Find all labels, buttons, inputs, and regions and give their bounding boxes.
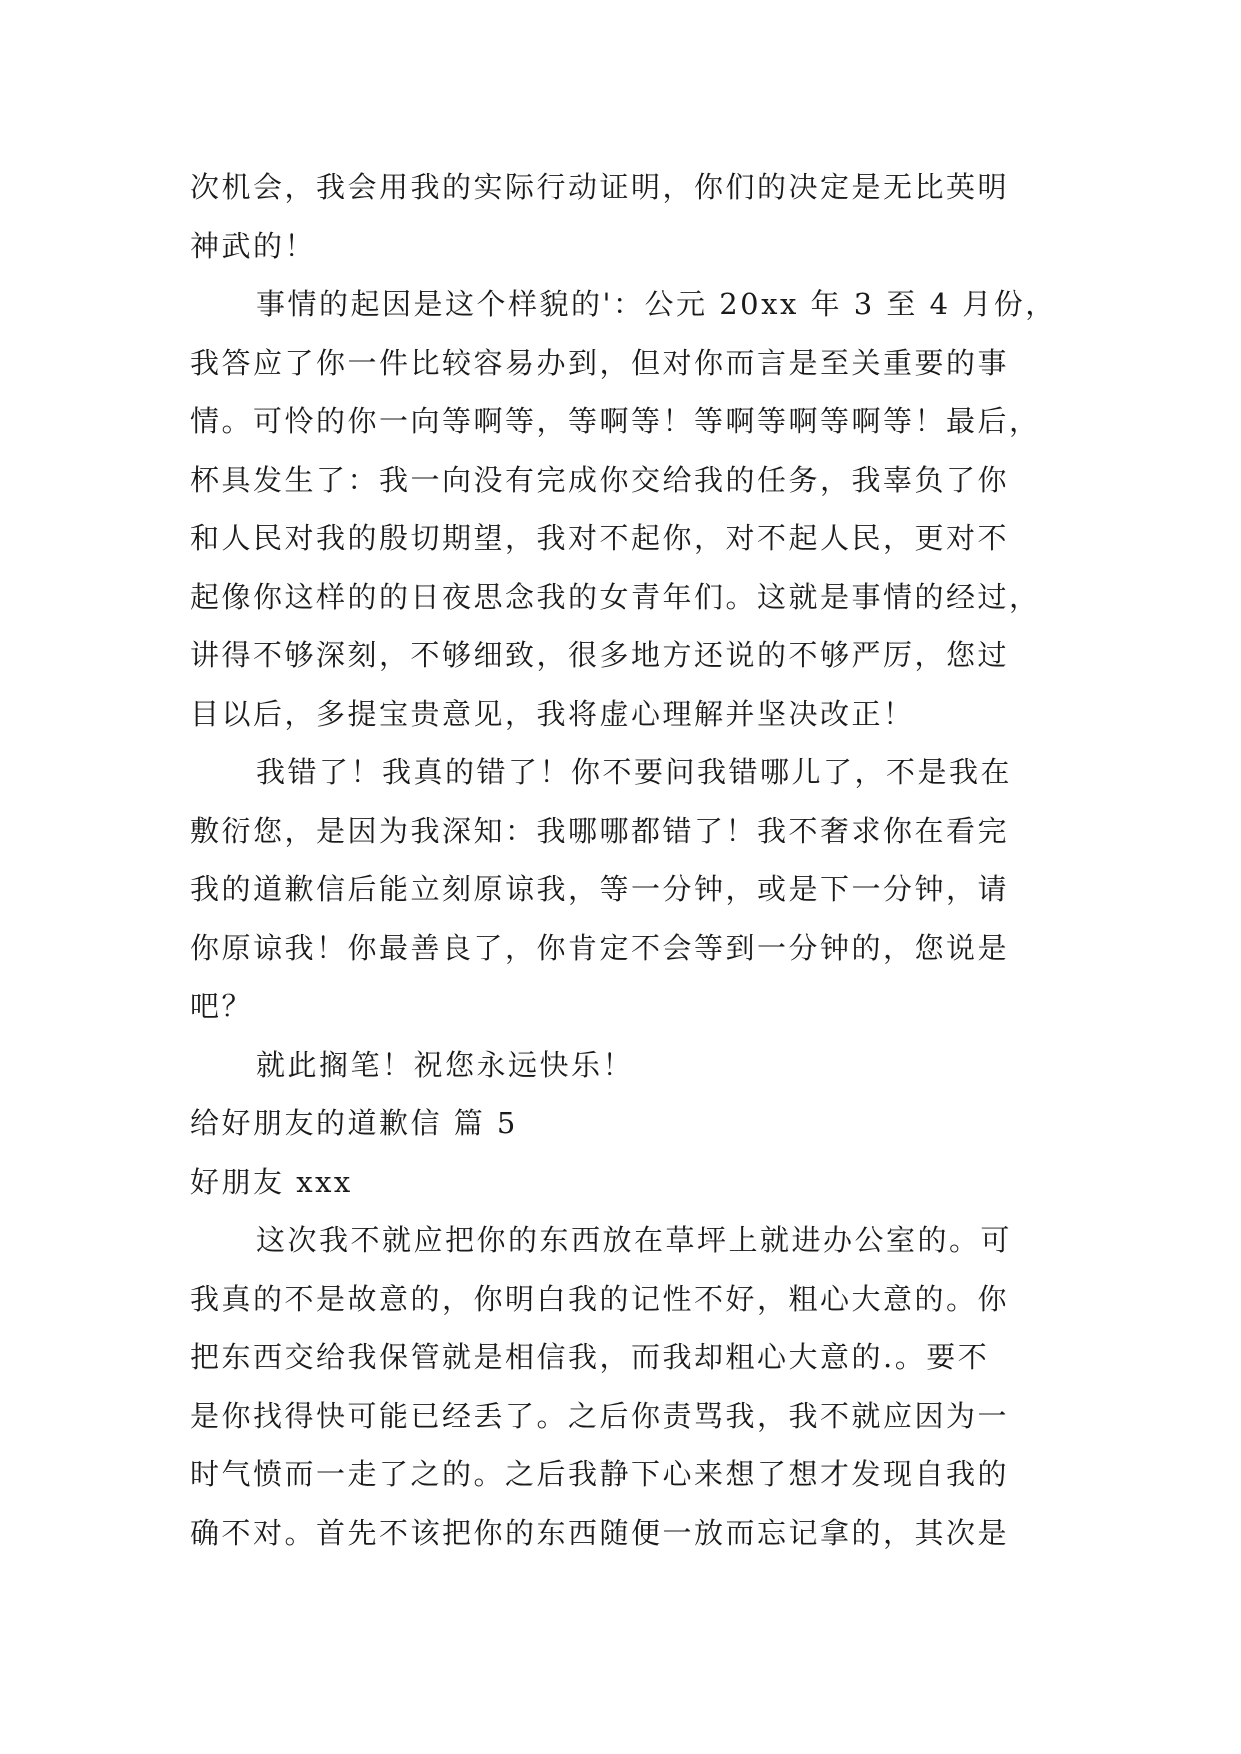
- paragraph-start-line: 我错了！我真的错了！你不要问我错哪儿了，不是我在: [256, 755, 1013, 789]
- text-line: 起像你这样的的日夜思念我的女青年们。这就是事情的经过，: [190, 579, 1041, 614]
- text-line: 我的道歉信后能立刻原谅我，等一分钟，或是下一分钟，请: [190, 872, 1010, 906]
- text-line: 神武的！: [190, 228, 317, 263]
- text-line: 杯具发生了：我一向没有完成你交给我的任务，我辜负了你: [190, 462, 1010, 497]
- text-line: 敷衍您，是因为我深知：我哪哪都错了！我不奢求你在看完: [190, 813, 1010, 848]
- text-line: 吧？: [190, 989, 254, 1023]
- text-line: 是你找得快可能已经丢了。之后你责骂我，我不就应因为一: [190, 1398, 1010, 1433]
- text-line: 确不对。首先不该把你的东西随便一放而忘记拿的，其次是: [190, 1515, 1010, 1550]
- text-line: 目以后，多提宝贵意见，我将虚心理解并坚决改正！: [190, 696, 915, 731]
- section-heading: 给好朋友的道歉信 篇 5: [190, 1106, 518, 1140]
- text-line: 讲得不够深刻，不够细致，很多地方还说的不够严厉，您过: [190, 638, 1010, 672]
- text-line: 次机会，我会用我的实际行动证明，你们的决定是无比英明: [190, 170, 1010, 204]
- text-line: 把东西交给我保管就是相信我，而我却粗心大意的.。要不: [190, 1340, 990, 1374]
- text-line: 我真的不是故意的，你明白我的记性不好，粗心大意的。你: [190, 1281, 1010, 1316]
- letter-body: [190, 158, 1070, 1562]
- salutation: 好朋友 xxx: [190, 1164, 353, 1199]
- paragraph-start-line: 事情的起因是这个样貌的'：公元 20xx 年 3 至 4 月份，: [256, 287, 1057, 321]
- paragraph-start-line: 这次我不就应把你的东西放在草坪上就进办公室的。可: [256, 1223, 1013, 1257]
- text-line: 我答应了你一件比较容易办到，但对你而言是至关重要的事: [190, 345, 1010, 380]
- text-line: 和人民对我的殷切期望，我对不起你，对不起人民，更对不: [190, 521, 1010, 555]
- text-line: 情。可怜的你一向等啊等，等啊等！等啊等啊等啊等！最后，: [190, 404, 1041, 438]
- text-line: 时气愤而一走了之的。之后我静下心来想了想才发现自我的: [190, 1457, 1010, 1491]
- text-line: 你原谅我！你最善良了，你肯定不会等到一分钟的，您说是: [190, 930, 1010, 965]
- closing-line: 就此搁笔！祝您永远快乐！: [256, 1047, 635, 1082]
